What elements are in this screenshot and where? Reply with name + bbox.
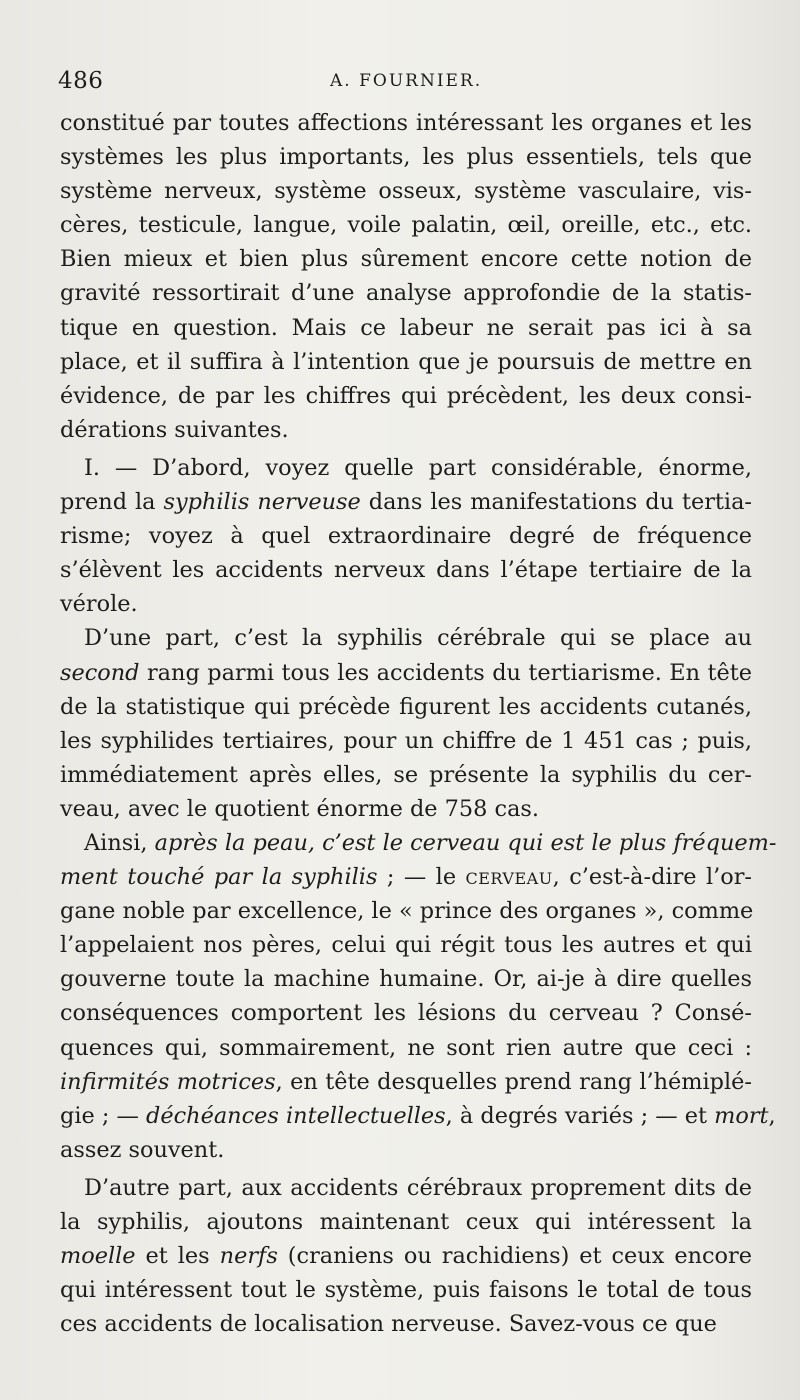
text-run: quences qui, sommairement, ne sont rien autre que ceci : bbox=[60, 1034, 752, 1061]
text-line bbox=[60, 451, 752, 485]
italic-text: moelle bbox=[60, 1243, 136, 1270]
text-run: vérole. bbox=[60, 591, 138, 618]
text-run: , en tête desquelles prend rang l’hémiplé- bbox=[275, 1068, 752, 1095]
text-run: qui intéressent tout le système, puis faisons le total de tous bbox=[60, 1277, 752, 1304]
text-line bbox=[60, 1099, 776, 1133]
text-run: assez souvent. bbox=[60, 1136, 225, 1163]
text-run: système nerveux, système osseux, système vasculaire, vis- bbox=[60, 178, 752, 205]
text-run: gouverne toute la machine humaine. Or, ai-je à dire quelles bbox=[60, 966, 752, 993]
paragraph bbox=[60, 621, 752, 826]
text-run: immédiatement après elles, se présente la syphilis du cer- bbox=[60, 761, 752, 788]
text-line bbox=[60, 242, 752, 276]
text-line bbox=[60, 860, 752, 894]
italic-text: après la peau, c’est le cerveau qui est le plus fréquem- bbox=[154, 829, 777, 856]
text-line bbox=[60, 621, 752, 655]
text-run: veau, avec le quotient énorme de 758 cas. bbox=[60, 795, 540, 822]
text-line bbox=[60, 485, 752, 519]
text-run: Bien mieux et bien plus sûrement encore cette notion de bbox=[60, 246, 752, 273]
text-line bbox=[60, 413, 752, 447]
text-run: dans les manifestations du tertia- bbox=[360, 489, 752, 516]
text-run: risme; voyez à quel extraordinaire degré de fréquence bbox=[60, 523, 752, 550]
italic-text: nerfs bbox=[219, 1243, 278, 1270]
paragraph bbox=[60, 826, 777, 1167]
text-run: les syphilides tertiaires, pour un chiffre de 1 451 cas ; puis, bbox=[60, 727, 752, 754]
text-run: systèmes les plus importants, les plus essentiels, tels que bbox=[60, 144, 752, 171]
text-line bbox=[60, 1307, 752, 1341]
text-line bbox=[60, 1031, 752, 1065]
text-run: de la statistique qui précède figurent les accidents cutanés, bbox=[60, 693, 752, 720]
italic-text: second bbox=[60, 659, 140, 686]
text-line bbox=[60, 106, 752, 140]
text-line bbox=[60, 690, 752, 724]
body-text bbox=[60, 106, 777, 1341]
page-number: 486 bbox=[58, 68, 104, 94]
italic-text: déchéances intellectuelles bbox=[146, 1102, 446, 1129]
text-run: la syphilis, ajoutons maintenant ceux qui intéressent la bbox=[60, 1209, 752, 1235]
text-line bbox=[60, 587, 752, 621]
text-line bbox=[60, 553, 752, 587]
text-run: place, et il suffira à l’intention que je poursuis de mettre en bbox=[60, 348, 752, 375]
text-line bbox=[60, 996, 752, 1030]
text-line bbox=[60, 276, 752, 310]
paragraph bbox=[60, 106, 752, 447]
text-run: I. — D’abord, voyez quelle part considérable, énorme, bbox=[84, 454, 752, 481]
text-line bbox=[60, 962, 752, 996]
text-run: s’élèvent les accidents nerveux dans l’étape tertiaire de la bbox=[60, 557, 752, 584]
text-run: prend la bbox=[60, 489, 164, 516]
text-line bbox=[60, 656, 752, 690]
italic-text: infirmités motrices bbox=[60, 1068, 276, 1095]
text-run: évidence, de par les chiffres qui précèdent, les deux consi- bbox=[60, 382, 752, 409]
text-run: l’appelaient nos pères, celui qui régit tous les autres et qui bbox=[60, 932, 752, 959]
text-run: D’une part, c’est la syphilis cérébrale qui se place au bbox=[84, 625, 752, 652]
text-run: D’autre part, aux accidents cérébraux proprement dits de bbox=[84, 1174, 752, 1201]
text-line bbox=[60, 894, 752, 928]
text-line bbox=[60, 792, 752, 826]
text-line bbox=[60, 1171, 752, 1205]
text-run: gie ; — bbox=[60, 1102, 147, 1129]
text-run: cères, testicule, langue, voile palatin, œil, oreille, etc., etc. bbox=[60, 212, 752, 239]
paragraph bbox=[60, 451, 752, 621]
text-run: , à degrés variés ; — et bbox=[445, 1102, 715, 1129]
text-run: gane noble par excellence, le « prince des organes », comme bbox=[60, 898, 754, 925]
text-run: Ainsi, bbox=[84, 829, 155, 856]
small-caps-text: cerveau bbox=[465, 864, 553, 891]
text-run: (craniens ou rachidiens) et ceux encore bbox=[277, 1243, 752, 1270]
italic-text: mort bbox=[714, 1102, 769, 1129]
text-line bbox=[60, 311, 752, 345]
text-run: dérations suivantes. bbox=[60, 416, 289, 443]
text-run: rang parmi tous les accidents du tertiarisme. En tête bbox=[139, 659, 752, 686]
italic-text: ment touché par la syphilis bbox=[60, 864, 378, 891]
text-line bbox=[60, 758, 752, 792]
text-line bbox=[60, 826, 777, 860]
italic-text: syphilis nerveuse bbox=[163, 489, 361, 516]
running-head: A. FOURNIER. bbox=[330, 71, 483, 91]
text-line bbox=[60, 1205, 752, 1239]
text-line bbox=[60, 345, 752, 379]
text-line bbox=[60, 379, 752, 413]
text-run: et les bbox=[135, 1243, 220, 1270]
text-line bbox=[60, 1239, 752, 1273]
text-line bbox=[60, 928, 752, 962]
text-line bbox=[60, 174, 752, 208]
text-line bbox=[60, 140, 752, 174]
text-run: , c’est-à-dire l’or- bbox=[552, 864, 752, 891]
text-run: , bbox=[768, 1102, 776, 1129]
text-line bbox=[60, 1273, 752, 1307]
paragraph bbox=[60, 1171, 752, 1341]
text-line bbox=[60, 519, 752, 553]
text-run: ces accidents de localisation nerveuse. Savez-vous ce que bbox=[60, 1311, 717, 1338]
text-run: conséquences comportent les lésions du cerveau ? Consé- bbox=[60, 1000, 752, 1027]
text-line bbox=[60, 724, 752, 758]
text-line bbox=[60, 1065, 752, 1099]
text-run: constitué par toutes affections intéressant les organes et les bbox=[60, 110, 752, 136]
text-line bbox=[60, 208, 752, 242]
page-header bbox=[58, 68, 748, 104]
text-run: ; — le bbox=[377, 864, 466, 891]
text-run: gravité ressortirait d’une analyse approfondie de la statis- bbox=[60, 280, 752, 307]
text-line bbox=[60, 1133, 752, 1167]
text-run: tique en question. Mais ce labeur ne serait pas ici à sa bbox=[60, 314, 752, 341]
